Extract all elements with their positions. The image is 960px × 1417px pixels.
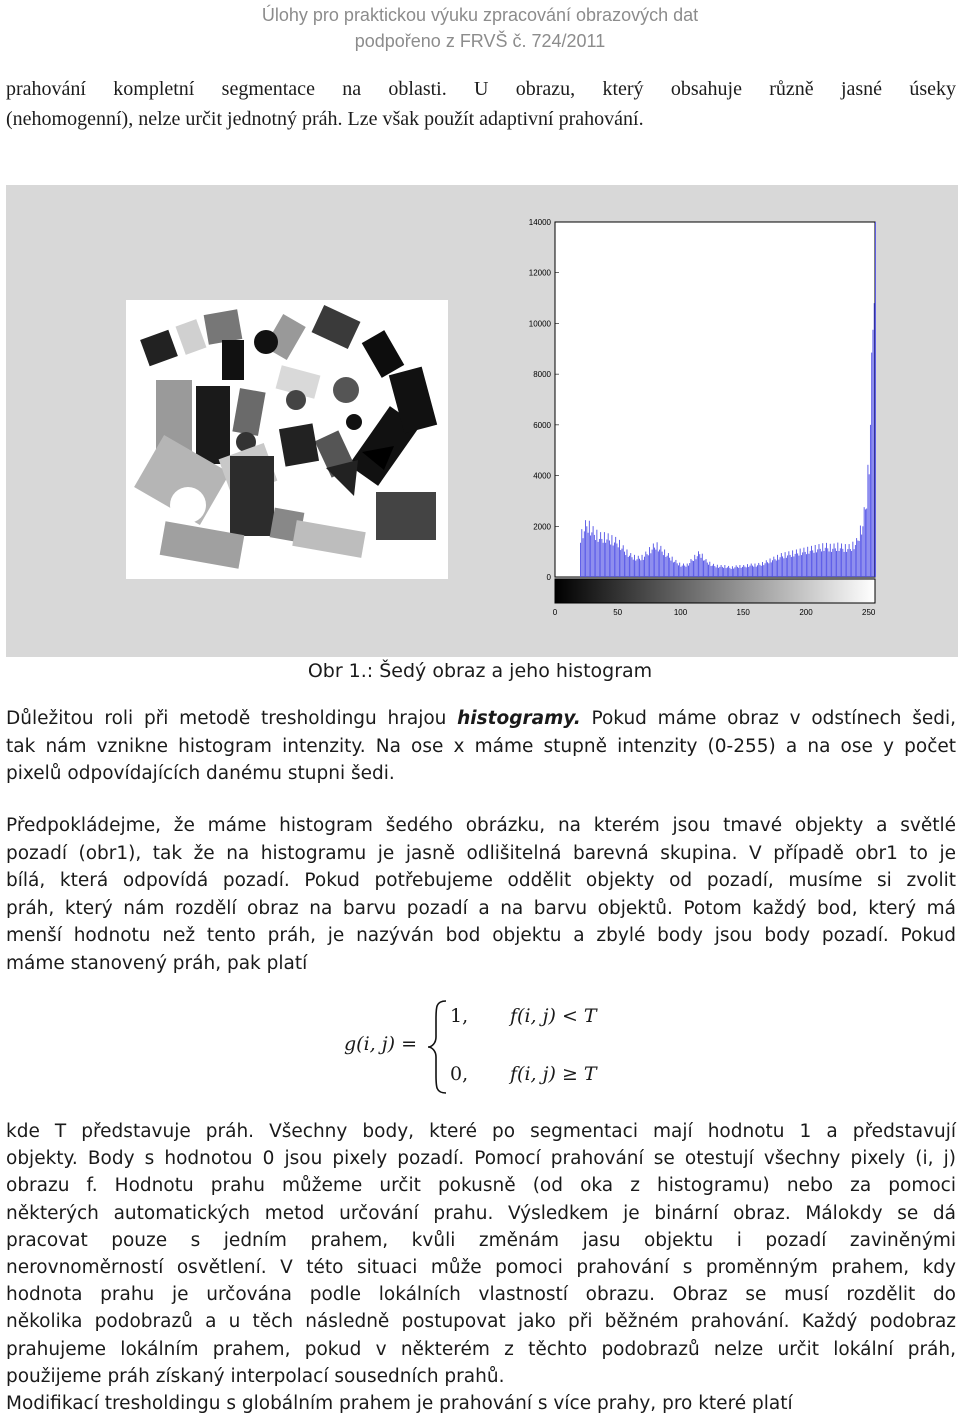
histogram-bar: [747, 564, 748, 577]
paragraph-line: bílá, která odpovídá pozadí. Pokud potřebujeme oddělit objekty od pozadí, musíme si zvolit: [6, 870, 956, 891]
histogram-bar: [744, 567, 745, 577]
histogram-bar: [692, 561, 693, 577]
histogram-bar: [732, 566, 733, 577]
histogram-bar: [608, 533, 609, 577]
histogram-bar: [741, 568, 742, 577]
histogram-bar: [847, 549, 848, 577]
histogram-bar: [755, 564, 756, 577]
histogram-bar: [630, 553, 631, 577]
histogram-bar: [688, 566, 689, 577]
histogram-bar: [628, 557, 629, 577]
histogram-bar: [785, 552, 786, 577]
y-tick-label: 14000: [528, 218, 551, 227]
histogram-bar: [726, 568, 727, 577]
paragraph-line: pixelů odpovídajících danému stupni šedi.: [6, 763, 395, 784]
histogram-bar: [783, 558, 784, 577]
histogram-bar: [635, 561, 636, 577]
histogram-bar: [845, 544, 846, 577]
histogram-bar: [712, 566, 713, 577]
histogram-bar: [652, 550, 653, 577]
histogram-bar: [664, 549, 665, 577]
histogram-bar: [875, 222, 876, 577]
histogram-bar: [748, 567, 749, 577]
histogram-bar: [624, 552, 625, 577]
histogram-bar: [719, 567, 720, 577]
histogram-bar: [780, 557, 781, 577]
histogram-bar: [713, 564, 714, 577]
histogram-bar: [782, 556, 783, 577]
histogram-bar: [866, 509, 867, 577]
histogram-bar: [610, 545, 611, 577]
paragraph-line: pracovat pouze s jedním prahem, kvůli změnám jasu objektu i pozadí zaviněnými: [6, 1229, 956, 1251]
histogram-bar: [718, 568, 719, 577]
histogram-bar: [627, 549, 628, 577]
histogram-bar: [810, 551, 811, 577]
histogram-bar: [762, 562, 763, 577]
histogram-bar: [827, 548, 828, 577]
histogram-bar: [729, 568, 730, 577]
equation-lhs: g(i, j) =: [344, 1033, 417, 1055]
histogram-bar: [865, 509, 866, 577]
paragraph-threshold: [6, 812, 956, 977]
histogram-bar: [648, 555, 649, 577]
histogram-bar: [600, 532, 601, 577]
histogram-bar: [672, 557, 673, 577]
histogram-bar: [679, 563, 680, 577]
histogram-bar: [846, 552, 847, 577]
histogram-bar: [814, 553, 815, 577]
histogram-bar: [728, 566, 729, 577]
histogram-bar: [855, 545, 856, 577]
threshold-equation: [340, 995, 640, 1095]
histogram-bar: [772, 560, 773, 577]
histogram-bar: [605, 543, 606, 577]
histogram-bar: [639, 559, 640, 577]
histogram-bar: [585, 520, 586, 577]
paragraph-histogram-intro: [6, 705, 956, 788]
histogram-bar: [619, 540, 620, 577]
header-line-1: Úlohy pro praktickou výuku zpracování obrazových dat: [261, 5, 699, 25]
histogram-bar: [824, 551, 825, 577]
histogram-bar: [750, 566, 751, 577]
histogram-bar: [869, 474, 870, 577]
paragraph-line: tak nám vznikne histogram intenzity. Na ose x máme stupně intenzity (0-255) a na ose y počet: [6, 735, 956, 757]
histogram-bar: [654, 548, 655, 577]
histogram-bar: [655, 550, 656, 577]
histogram-bar: [584, 531, 585, 577]
histogram-bar: [727, 567, 728, 577]
histogram-bar: [864, 507, 865, 577]
histogram-bar: [862, 526, 863, 577]
histogram-bar: [757, 565, 758, 577]
histogram-bar: [649, 547, 650, 577]
histogram-bar: [770, 558, 771, 577]
histogram-bar: [821, 551, 822, 577]
histogram-bar: [731, 569, 732, 577]
histogram-bar: [765, 563, 766, 577]
histogram-bar: [625, 555, 626, 577]
histogram-bar: [588, 533, 589, 577]
histogram-bar: [714, 566, 715, 577]
histogram-bar: [614, 543, 615, 577]
histogram-bar: [707, 563, 708, 577]
histogram-bar: [816, 552, 817, 577]
histogram-bar: [660, 546, 661, 577]
histogram-bar: [856, 538, 857, 577]
x-tick-label: 150: [736, 608, 750, 617]
histogram-bar: [751, 564, 752, 577]
paragraph-line: pozadí (obr1), tak že na histogramu je jasně odlišitelná barevná skupina. V případě obr1 to je: [6, 842, 956, 864]
histogram-bar: [644, 557, 645, 577]
histogram-bar: [694, 555, 695, 577]
paragraph-line: některých automatických metod určování prahu. Výsledkem je binární obraz. Málokdy se dá: [6, 1202, 956, 1224]
header-line-2: podpořeno z FRVŠ č. 724/2011: [354, 31, 606, 51]
histogram-bar: [829, 551, 830, 577]
histogram-bar: [693, 561, 694, 577]
histogram-bar: [800, 549, 801, 577]
histogram-bar: [872, 330, 873, 577]
histogram-bar: [746, 567, 747, 577]
histogram-bar: [739, 565, 740, 577]
histogram-bar: [606, 539, 607, 577]
histogram-bar: [711, 566, 712, 577]
y-tick-label: 4000: [533, 471, 551, 481]
histogram-bar: [591, 532, 592, 577]
histogram-bar: [721, 565, 722, 577]
histogram-bar: [792, 550, 793, 577]
histogram-bar: [669, 558, 670, 577]
paragraph-line: Důležitou roli při metodě tresholdingu hrajou histogramy. Pokud máme obraz v odstínech šedi,: [6, 708, 956, 729]
histogram-bar: [683, 564, 684, 577]
histogram-bar: [647, 554, 648, 577]
histogram-bar: [583, 538, 584, 577]
y-tick-label: 10000: [528, 319, 551, 329]
histogram-bar: [797, 553, 798, 577]
histogram-bar: [787, 555, 788, 577]
histogram-bar: [677, 563, 678, 577]
histogram-bar: [673, 562, 674, 577]
histogram-bar: [781, 553, 782, 577]
histogram-bar: [702, 554, 703, 577]
histogram-bar: [657, 542, 658, 577]
histogram-bar: [861, 535, 862, 577]
paragraph-line: použijeme práh získaný interpolací sousedních prahů.: [6, 1365, 505, 1387]
paragraph-segmentation: [6, 1118, 956, 1417]
histogram-bar: [629, 556, 630, 577]
histogram-bar: [806, 554, 807, 577]
histogram-bar: [874, 303, 875, 577]
histogram-bar: [811, 546, 812, 577]
histogram-bar: [687, 564, 688, 577]
histogram-bar: [736, 565, 737, 577]
histogram-bar: [645, 552, 646, 577]
histogram-bar: [691, 559, 692, 577]
histogram-bar: [703, 561, 704, 577]
histogram-bar: [663, 555, 664, 577]
histogramy-emphasis: histogramy.: [457, 708, 581, 729]
histogram-bar: [708, 565, 709, 577]
histogram-bar: [820, 549, 821, 577]
histogram-bar: [599, 539, 600, 577]
histogram-bar: [680, 567, 681, 577]
histogram-bar: [699, 554, 700, 577]
histogram-bar: [737, 567, 738, 577]
paragraph-line: obrazu f. Hodnotu prahu můžeme určit pokusně (od oka z histogramu) nebo za pomoci: [6, 1175, 956, 1197]
paragraph-line: Předpokládejme, že máme histogram šedého obrázku, na kterém jsou tmavé objekty a světlé: [6, 815, 956, 836]
histogram-bar: [743, 565, 744, 577]
histogram-bar: [768, 563, 769, 577]
plot-area: [555, 222, 875, 577]
histogram-bar: [662, 552, 663, 577]
histogram-bar: [803, 548, 804, 577]
paragraph-line: prahujeme lokálním prahem, pokud v některém z těchto podobrazů nelze určit lokální práh,: [6, 1338, 956, 1360]
intro-line: prahování kompletní segmentace na oblasti. U obrazu, který obsahuje různě jasné úseky: [6, 78, 956, 100]
histogram-bar: [640, 560, 641, 577]
histogram-bar: [790, 555, 791, 577]
histogram-bar: [871, 353, 872, 577]
histogram-bar: [831, 552, 832, 577]
x-tick-label: 200: [799, 608, 813, 617]
histogram-bar: [670, 561, 671, 577]
histogram-bar: [798, 556, 799, 577]
histogram-bar: [760, 565, 761, 577]
page-header: [0, 2, 960, 54]
histogram-bar: [854, 549, 855, 577]
histogram-bar: [611, 535, 612, 577]
histogram-bar: [761, 566, 762, 577]
histogram-bar: [850, 549, 851, 577]
histogram-bar: [643, 560, 644, 577]
histogram-bar: [594, 535, 595, 577]
paragraph-line: Modifikací tresholdingu s globálním prahem je prahování s více prahy, pro které platí: [6, 1393, 793, 1415]
paragraph-line: máme stanovený práh, pak platí: [6, 952, 308, 974]
paragraph-line: menší hodnotu než tento práh, je nazýván bod objektu a zbylé body jsou body pozadí. Pokud: [6, 925, 956, 946]
histogram-bar: [836, 551, 837, 577]
histogram-bar: [595, 540, 596, 577]
equation-value-1: 1,: [450, 1005, 469, 1027]
histogram-bar: [642, 555, 643, 577]
histogram-bar: [586, 526, 587, 577]
histogram-bar: [598, 542, 599, 577]
equation-brace: [426, 999, 448, 1095]
histogram-bar: [668, 553, 669, 577]
histogram-bar: [742, 567, 743, 577]
histogram-bar: [807, 547, 808, 577]
histogram-bar: [634, 555, 635, 577]
histogram-bar: [826, 543, 827, 577]
histogram-bar: [674, 562, 675, 577]
histogram-bar: [709, 562, 710, 577]
histogram-bar: [839, 551, 840, 577]
y-tick-label: 12000: [528, 268, 551, 278]
histogram-bar: [867, 465, 868, 577]
histogram-bar: [675, 560, 676, 577]
paragraph-line: objekty. Body s hodnotou 0 jsou pixely pozadí. Pomocí prahování se otestují všechny pixely (i, j): [6, 1148, 956, 1170]
histogram-bar: [632, 557, 633, 577]
histogram-bar: [763, 565, 764, 577]
histogram-bar: [684, 566, 685, 577]
histogram-bar: [767, 562, 768, 577]
histogram-bar: [734, 567, 735, 577]
histogram-bar: [613, 546, 614, 577]
histogram-bar: [793, 556, 794, 577]
histogram-bar: [659, 550, 660, 577]
histogram-bar: [773, 557, 774, 577]
y-tick-label: 0: [546, 573, 551, 582]
histogram-bar: [580, 543, 581, 577]
histogram-bar: [633, 560, 634, 577]
histogram-bar: [615, 537, 616, 577]
histogram-bar: [593, 526, 594, 577]
histogram-bar: [808, 554, 809, 577]
histogram-bar: [852, 542, 853, 577]
histogram-bar: [696, 559, 697, 577]
histogram-bar: [857, 540, 858, 577]
histogram-bar: [791, 557, 792, 577]
histogram-bar: [844, 552, 845, 577]
histogram-bar: [581, 529, 582, 577]
paragraph-line: několika podobrazů a u těch následně postupovat jako při běžném prahování. Každý podobraz: [6, 1311, 956, 1333]
equation-condition-2: f(i, j) ≥ T: [510, 1063, 597, 1085]
histogram-bar: [819, 544, 820, 577]
histogram-bar: [650, 553, 651, 577]
histogram-bar: [801, 555, 802, 577]
histogram-bar: [841, 543, 842, 577]
histogram-bar: [849, 544, 850, 577]
histogram-bar: [815, 545, 816, 577]
histogram-bar: [842, 549, 843, 577]
histogram-bar: [590, 535, 591, 577]
equation-value-0: 0,: [450, 1063, 469, 1085]
histogram-bar: [609, 540, 610, 577]
paragraph-line: nerovnoměrností osvětlení. V této situaci může pomoci prahování s proměnným prahem, kdy: [6, 1257, 956, 1279]
histogram-bar: [822, 543, 823, 577]
histogram-bar: [771, 562, 772, 577]
histogram-bar: [667, 556, 668, 577]
histogram-bar: [796, 549, 797, 577]
histogram-bar: [805, 552, 806, 577]
histogram-bar: [870, 425, 871, 577]
histogram-bar: [802, 552, 803, 577]
histogram-bar: [825, 548, 826, 577]
histogram-bar: [618, 547, 619, 577]
histogram-bar: [830, 544, 831, 577]
histogram-bar: [682, 566, 683, 577]
histogram-bar: [589, 521, 590, 577]
histogram-bar: [620, 550, 621, 577]
histogram-bar: [596, 530, 597, 577]
histogram-bar: [622, 549, 623, 577]
colorbar: [555, 579, 875, 603]
equation-condition-1: f(i, j) < T: [510, 1005, 597, 1027]
histogram-bar: [777, 555, 778, 577]
histogram-bar: [812, 550, 813, 577]
histogram-bar: [717, 565, 718, 577]
histogram-bar: [832, 549, 833, 577]
histogram-bar: [817, 549, 818, 577]
histogram-bar: [840, 548, 841, 577]
histogram-bar: [834, 543, 835, 577]
histogram-bar: [697, 556, 698, 577]
y-tick-label: 2000: [533, 522, 551, 532]
y-tick-label: 6000: [533, 420, 551, 430]
histogram-bar: [689, 563, 690, 577]
histogram-bar: [786, 558, 787, 577]
histogram-bar: [604, 532, 605, 577]
histogram-bar: [860, 526, 861, 577]
histogram-bar: [678, 565, 679, 577]
histogram-bar: [603, 543, 604, 577]
histogram-bar: [835, 548, 836, 577]
histogram-bar: [753, 567, 754, 577]
histogram-bar: [686, 567, 687, 577]
histogram-bar: [724, 565, 725, 577]
histogram-bar: [698, 551, 699, 577]
histogram-bar: [701, 558, 702, 577]
histogram-chart: [528, 215, 956, 645]
paragraph-line: práh, který nám rozdělí obraz na barvu pozadí a na barvu objektů. Potom každý bod, který má: [6, 897, 956, 919]
histogram-bar: [637, 559, 638, 577]
paragraph-line: kde T představuje práh. Všechny body, které po segmentaci mají hodnotu 1 a představují: [6, 1121, 956, 1142]
histogram-bar: [616, 544, 617, 577]
x-tick-label: 50: [613, 608, 623, 617]
x-tick-label: 250: [862, 608, 876, 617]
histogram-bar: [859, 541, 860, 577]
histogram-bar: [738, 568, 739, 577]
intro-line: (nehomogenní), nelze určit jednotný práh. Lze však použít adaptivní prahování.: [6, 108, 644, 130]
histogram-bar: [756, 567, 757, 577]
histogram-bar: [706, 559, 707, 577]
histogram-bar: [766, 560, 767, 577]
figure-panel: [6, 185, 958, 657]
histogram-bar: [851, 551, 852, 577]
intro-paragraph: [6, 74, 956, 134]
histogram-bar: [795, 554, 796, 577]
histogram-bar: [722, 567, 723, 577]
histogram-bar: [653, 543, 654, 577]
grayscale-objects-image: [126, 300, 448, 579]
histogram-bar: [665, 557, 666, 577]
histogram-bar: [733, 569, 734, 577]
figure-caption: Obr 1.: Šedý obraz a jeho histogram: [307, 660, 653, 682]
x-tick-label: 0: [552, 608, 558, 617]
x-tick-label: 100: [673, 608, 688, 617]
histogram-bar: [716, 567, 717, 577]
histogram-bar: [778, 560, 779, 577]
histogram-bar: [658, 551, 659, 577]
paragraph-line: hodnota prahu je určována podle lokálních vlastností obrazu. Obraz se musí rozdělit do: [6, 1284, 956, 1306]
histogram-bar: [758, 563, 759, 577]
histogram-bar: [623, 545, 624, 577]
histogram-bar: [788, 551, 789, 577]
histogram-bar: [776, 561, 777, 577]
histogram-bar: [837, 543, 838, 577]
histogram-bar: [601, 539, 602, 577]
histogram-bar: [638, 556, 639, 577]
y-tick-label: 8000: [533, 370, 551, 380]
histogram-bar: [704, 560, 705, 577]
histogram-bar: [775, 559, 776, 577]
histogram-bar: [752, 566, 753, 577]
histogram-bar: [723, 568, 724, 577]
